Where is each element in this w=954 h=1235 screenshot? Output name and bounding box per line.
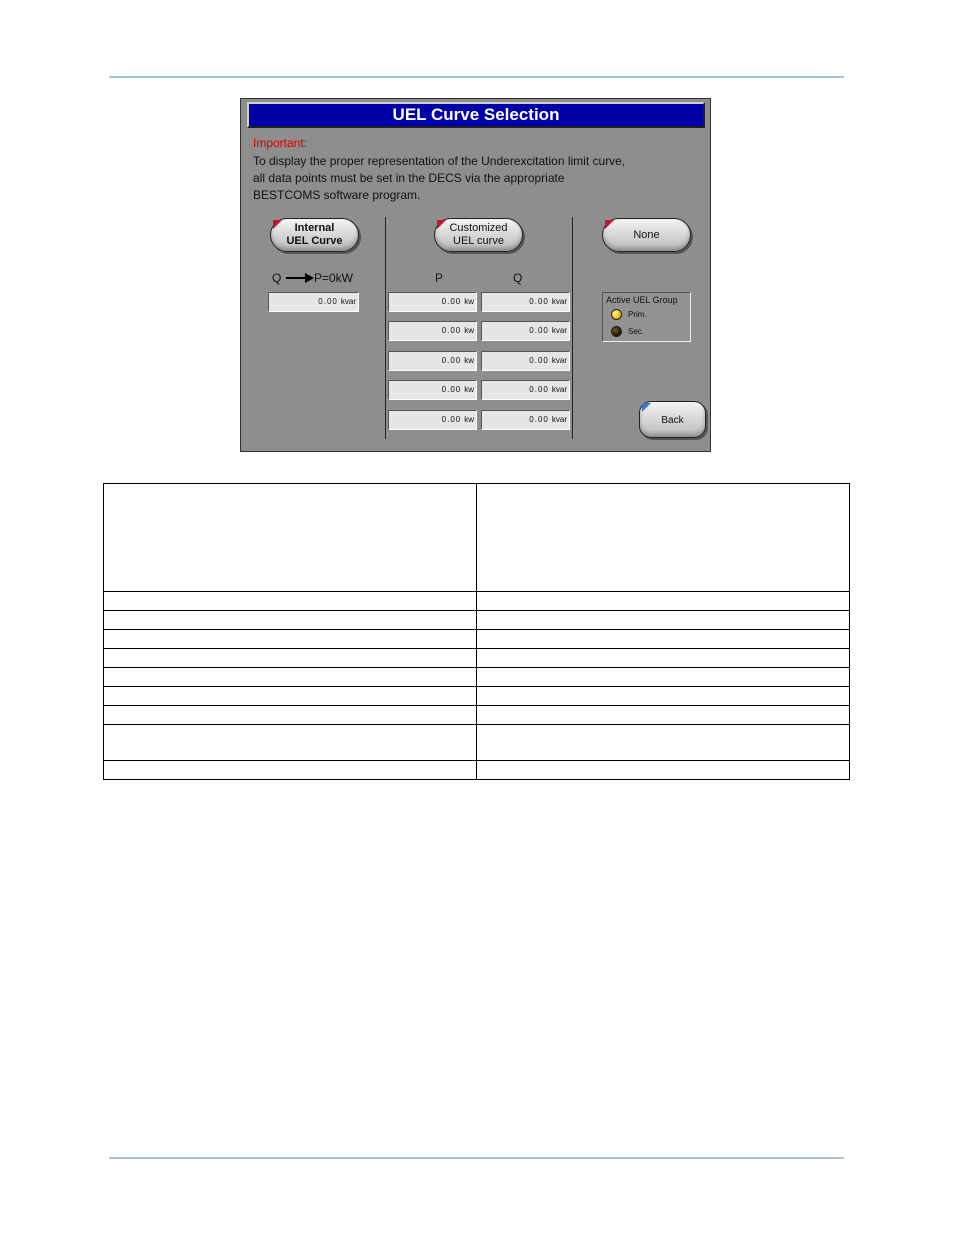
active-uel-group-panel	[602, 292, 691, 342]
table-row	[104, 649, 850, 668]
table-cell	[104, 649, 477, 668]
table-cell	[477, 761, 850, 780]
customized-uel-curve-button[interactable]	[434, 218, 523, 252]
field-value: 0.00	[529, 356, 549, 365]
field-value: 0.00	[441, 415, 462, 424]
field-unit: kvar	[551, 385, 567, 394]
footer-rule	[109, 1157, 844, 1159]
table-cell	[104, 630, 477, 649]
custom-q-field[interactable]	[481, 380, 570, 400]
button-label-line: Customized	[449, 222, 508, 234]
custom-p-field[interactable]	[388, 380, 477, 400]
section-divider	[572, 217, 573, 439]
button-label: Back	[661, 415, 684, 426]
active-group-title: Active UEL Group	[606, 295, 678, 305]
header-rule	[109, 76, 844, 78]
table-cell	[477, 706, 850, 725]
table-cell	[477, 668, 850, 687]
table-cell	[477, 649, 850, 668]
table-row	[104, 484, 850, 592]
primary-led-icon	[611, 309, 622, 320]
secondary-label: Sec.	[628, 327, 645, 336]
empty-description-table	[103, 483, 850, 780]
field-value: 0.00	[441, 385, 462, 394]
selection-flag-icon	[605, 220, 614, 229]
table-cell	[104, 761, 477, 780]
field-value: 0.00	[441, 356, 462, 365]
field-value: 0.00	[318, 297, 338, 306]
internal-q-field[interactable]	[268, 292, 359, 312]
field-value: 0.00	[529, 326, 549, 335]
important-label: Important:	[253, 136, 308, 150]
field-unit: kw	[464, 297, 474, 306]
field-value: 0.00	[441, 297, 462, 306]
table-cell	[477, 725, 850, 761]
section-divider	[385, 217, 386, 439]
p-column-header: P	[435, 271, 444, 285]
internal-q-label: Q	[272, 271, 282, 285]
table-row	[104, 668, 850, 687]
selection-flag-icon	[273, 220, 282, 229]
field-value: 0.00	[441, 326, 462, 335]
table-row	[104, 630, 850, 649]
table-cell	[104, 668, 477, 687]
field-unit: kvar	[551, 356, 567, 365]
table-cell	[104, 687, 477, 706]
field-value: 0.00	[529, 297, 549, 306]
custom-p-field[interactable]	[388, 321, 477, 341]
internal-uel-curve-button[interactable]	[270, 218, 359, 252]
message-line: BESTCOMS software program.	[253, 188, 421, 202]
selection-flag-icon	[642, 403, 651, 412]
button-label-line: UEL curve	[453, 235, 504, 247]
field-unit: kw	[464, 356, 474, 365]
screen-title: UEL Curve Selection	[247, 102, 705, 128]
custom-p-field[interactable]	[388, 351, 477, 371]
field-value: 0.00	[529, 415, 549, 424]
back-button[interactable]	[639, 401, 706, 438]
table-row	[104, 687, 850, 706]
table-cell	[104, 592, 477, 611]
right-arrow-icon	[285, 271, 315, 285]
field-unit: kw	[464, 326, 474, 335]
field-value: 0.00	[529, 385, 549, 394]
message-line: To display the proper representation of the Underexcitation limit curve,	[253, 154, 626, 168]
field-unit: kvar	[551, 297, 567, 306]
custom-q-field[interactable]	[481, 351, 570, 371]
field-unit: kw	[464, 415, 474, 424]
custom-q-field[interactable]	[481, 410, 570, 430]
uel-curve-selection-screen	[240, 98, 711, 452]
table-cell	[477, 630, 850, 649]
table-row	[104, 725, 850, 761]
custom-q-field[interactable]	[481, 292, 570, 312]
table-row	[104, 706, 850, 725]
custom-p-field[interactable]	[388, 410, 477, 430]
table-cell	[477, 687, 850, 706]
table-cell	[477, 484, 850, 592]
table-cell	[104, 706, 477, 725]
table-row	[104, 611, 850, 630]
none-button[interactable]	[602, 218, 691, 252]
table-cell	[104, 484, 477, 592]
internal-p-label: P=0kW	[314, 271, 354, 285]
table-cell	[104, 725, 477, 761]
table-row	[104, 761, 850, 780]
primary-label: Prim.	[628, 310, 647, 319]
table-row	[104, 592, 850, 611]
button-label: None	[633, 229, 660, 241]
q-column-header: Q	[513, 271, 523, 285]
field-unit: kvar	[340, 297, 356, 306]
field-unit: kvar	[551, 326, 567, 335]
table-cell	[477, 592, 850, 611]
table-cell	[477, 611, 850, 630]
custom-q-field[interactable]	[481, 321, 570, 341]
secondary-led-icon	[611, 326, 622, 337]
table-cell	[104, 611, 477, 630]
button-label-line: UEL Curve	[286, 235, 343, 247]
selection-flag-icon	[437, 220, 446, 229]
button-label-line: Internal	[294, 222, 335, 234]
field-unit: kvar	[551, 415, 567, 424]
message-line: all data points must be set in the DECS via the appropriate	[253, 171, 565, 185]
field-unit: kw	[464, 385, 474, 394]
custom-p-field[interactable]	[388, 292, 477, 312]
